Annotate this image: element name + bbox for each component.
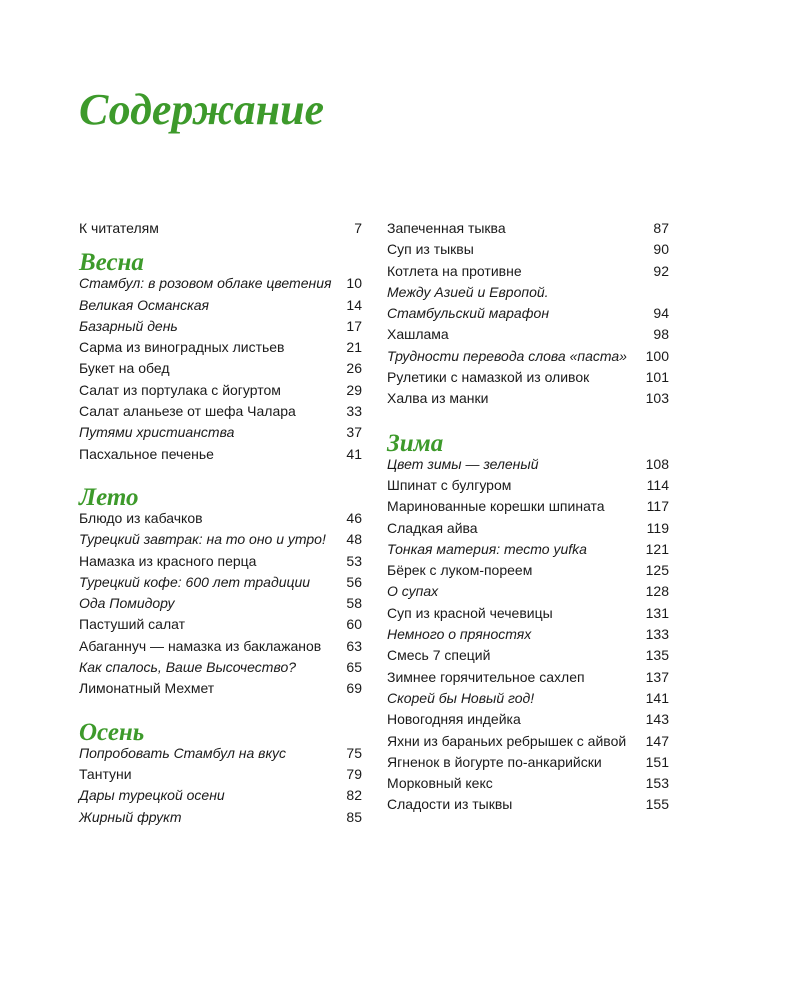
toc-entry xyxy=(79,380,362,401)
toc-entry xyxy=(387,794,669,815)
toc-entry xyxy=(387,388,669,409)
toc-entry-title: Пастуший салат xyxy=(79,616,186,633)
section-heading-osen: Осень xyxy=(79,718,145,746)
toc-entry-title: Намазка из красного перца xyxy=(79,552,257,569)
toc-entry xyxy=(387,239,669,260)
toc-entry-title: Букет на обед xyxy=(79,360,170,377)
toc-entry xyxy=(387,282,669,303)
toc-entry xyxy=(387,752,669,773)
toc-entry-page: 56 xyxy=(346,573,362,590)
toc-entry xyxy=(387,346,669,367)
toc-entry-page: 94 xyxy=(653,305,669,322)
section-heading-vesna: Весна xyxy=(79,249,144,277)
toc-list-zima xyxy=(387,454,669,816)
toc-entry-title: Смесь 7 специй xyxy=(387,647,491,664)
toc-entry-title: Путями христианства xyxy=(79,424,235,441)
toc-entry xyxy=(387,261,669,282)
page-title: Содержание xyxy=(79,85,325,134)
toc-entry-title: Яхни из бараньих ребрышек с айвой xyxy=(387,732,627,749)
toc-entry-title: Хашлама xyxy=(387,326,449,343)
toc-entry-title: Жирный фрукт xyxy=(79,808,182,825)
toc-entry-title: Суп из тыквы xyxy=(387,241,474,258)
toc-entry-page: 108 xyxy=(645,455,669,472)
section-heading-zima: Зима xyxy=(387,429,444,457)
toc-entry xyxy=(387,667,669,688)
toc-entry-page: 121 xyxy=(645,540,669,557)
toc-entry xyxy=(79,422,362,443)
toc-entry-page: 135 xyxy=(645,647,669,664)
toc-entry-page: 92 xyxy=(653,262,669,279)
toc-entry-title: Турецкий кофе: 600 лет традиции xyxy=(79,573,311,590)
toc-entry xyxy=(387,688,669,709)
toc-entry-title: Турецкий завтрак: на то оно и утро! xyxy=(79,531,326,548)
toc-entry-title: Новогодняя индейка xyxy=(387,711,521,728)
toc-entry xyxy=(79,508,362,529)
toc-entry xyxy=(79,636,362,657)
toc-entry xyxy=(79,316,362,337)
toc-entry-page: 87 xyxy=(653,220,669,236)
toc-entry xyxy=(387,539,669,560)
toc-entry xyxy=(387,624,669,645)
toc-entry-page: 153 xyxy=(645,775,669,792)
toc-entry-page: 114 xyxy=(646,476,669,493)
toc-entry-title: Трудности перевода слова «паста» xyxy=(387,347,627,364)
toc-entry-page: 131 xyxy=(645,604,669,621)
toc-entry-page: 151 xyxy=(645,753,669,770)
toc-entry-title: Скорей бы Новый год! xyxy=(387,689,535,706)
toc-entry-page: 69 xyxy=(346,680,362,697)
toc-entry-page: 58 xyxy=(346,595,362,612)
section-heading-leto: Лето xyxy=(79,483,139,511)
toc-entry xyxy=(79,337,362,358)
toc-entry-page: 10 xyxy=(346,275,362,292)
toc-entry-title: Немного о пряностях xyxy=(387,626,532,643)
toc-entry xyxy=(79,551,362,572)
toc-entry-page: 48 xyxy=(346,531,362,548)
toc-entry xyxy=(387,367,669,388)
toc-entry-title: Ягненок в йогурте по-анкарийски xyxy=(387,753,602,770)
toc-entry-title: Рулетики с намазкой из оливок xyxy=(387,369,590,386)
toc-entry-title: Дары турецкой осени xyxy=(79,787,225,804)
toc-entry-page: 119 xyxy=(646,519,669,536)
toc-entry xyxy=(79,657,362,678)
toc-entry-title: Пасхальное печенье xyxy=(79,445,214,462)
toc-entry-page: 17 xyxy=(346,317,362,334)
toc-entry-title: Попробовать Стамбул на вкус xyxy=(79,744,287,761)
toc-entry-page: 33 xyxy=(346,403,362,420)
toc-entry xyxy=(387,475,669,496)
toc-entry-title: Котлета на противне xyxy=(387,262,522,279)
toc-entry xyxy=(387,560,669,581)
toc-entry xyxy=(387,518,669,539)
toc-entry xyxy=(79,743,362,764)
toc-entry-page: 98 xyxy=(653,326,669,343)
toc-entry-page: 103 xyxy=(645,390,669,407)
toc-entry-page: 7 xyxy=(354,220,362,236)
toc-entry-page: 155 xyxy=(645,796,669,813)
toc-entry-page: 37 xyxy=(346,424,362,441)
toc-entry xyxy=(387,731,669,752)
toc-entry-page: 125 xyxy=(645,562,669,579)
toc-entry-page: 101 xyxy=(645,369,669,386)
toc-entry xyxy=(387,645,669,666)
toc-entry-page: 79 xyxy=(346,765,362,782)
toc-entry-title: Стамбул: в розовом облаке цветения xyxy=(79,275,332,292)
toc-entry-page: 65 xyxy=(346,659,362,676)
toc-entry xyxy=(387,581,669,602)
toc-entry-page: 143 xyxy=(645,711,669,728)
toc-entry xyxy=(79,401,362,422)
toc-entry xyxy=(387,324,669,345)
toc-entry-title: Сарма из виноградных листьев xyxy=(79,339,285,356)
toc-entry-title: Базарный день xyxy=(79,317,178,334)
toc-entry xyxy=(79,678,362,699)
toc-entry xyxy=(79,358,362,379)
toc-entry-page: 26 xyxy=(346,360,362,377)
toc-entry-title: Тонкая материя: тесто yufka xyxy=(387,540,587,557)
toc-entry xyxy=(79,572,362,593)
toc-entry-title: Салат аланьезе от шефа Чалара xyxy=(79,403,296,420)
toc-entry-page: 75 xyxy=(346,744,362,761)
toc-entry xyxy=(79,529,362,550)
toc-entry-page: 128 xyxy=(645,583,669,600)
toc-entry-title: Сладкая айва xyxy=(387,519,478,536)
toc-entry-page: 63 xyxy=(346,637,362,654)
toc-entry xyxy=(79,295,362,316)
toc-entry-title: Абаганнуч — намазка из баклажанов xyxy=(79,637,322,654)
toc-entry-page: 133 xyxy=(645,626,669,643)
toc-entry-page: 137 xyxy=(645,668,669,685)
toc-entry-title: Великая Османская xyxy=(79,296,209,313)
toc-list-vesna xyxy=(79,273,362,465)
toc-entry-title: Ода Помидору xyxy=(79,595,175,612)
toc-entry xyxy=(79,593,362,614)
toc-entry xyxy=(79,764,362,785)
toc-list-leto xyxy=(79,508,362,700)
toc-list-intro xyxy=(79,218,362,239)
toc-entry-page: 53 xyxy=(346,552,362,569)
toc-entry xyxy=(387,218,669,239)
toc-list-osen-continued xyxy=(387,218,669,410)
toc-entry-title: К читателям xyxy=(79,220,159,236)
toc-entry xyxy=(387,496,669,517)
toc-entry-title: Запеченная тыква xyxy=(387,220,506,236)
toc-entry-title: Бёрек с луком-пореем xyxy=(387,562,533,579)
toc-entry-page: 90 xyxy=(653,241,669,258)
toc-entry-title: Лимонатный Мехмет xyxy=(79,680,215,697)
toc-entry xyxy=(387,454,669,475)
toc-entry xyxy=(387,773,669,794)
toc-entry-title: Халва из манки xyxy=(387,390,489,407)
toc-entry-title: Шпинат с булгуром xyxy=(387,476,512,493)
toc-entry-title: Салат из портулака с йогуртом xyxy=(79,381,281,398)
toc-entry-page: 100 xyxy=(645,347,669,364)
toc-entry-page: 141 xyxy=(645,689,669,706)
toc-entry-title: Сладости из тыквы xyxy=(387,796,513,813)
toc-column-left xyxy=(79,218,362,828)
toc-entry-title: Между Азией и Европой. xyxy=(387,283,549,300)
toc-entry xyxy=(79,807,362,828)
toc-entry-page: 147 xyxy=(645,732,669,749)
toc-list-osen xyxy=(79,743,362,828)
toc-entry-page: 29 xyxy=(346,381,362,398)
toc-entry-title: Блюдо из кабачков xyxy=(79,509,203,526)
toc-entry xyxy=(79,218,362,239)
toc-entry-page: 21 xyxy=(346,339,362,356)
toc-entry-title: Морковный кекс xyxy=(387,775,493,792)
toc-entry-title: Тантуни xyxy=(79,765,132,782)
toc-entry-page: 14 xyxy=(346,296,362,313)
toc-entry-title: Стамбульский марафон xyxy=(387,305,550,322)
toc-entry-title: Цвет зимы — зеленый xyxy=(387,455,539,472)
toc-entry xyxy=(387,303,669,324)
toc-entry-page: 41 xyxy=(346,445,362,462)
toc-entry-title: Маринованные корешки шпината xyxy=(387,498,605,515)
toc-entry-page: 117 xyxy=(646,498,669,515)
toc-entry xyxy=(387,709,669,730)
toc-entry-page: 46 xyxy=(346,509,362,526)
toc-entry-title: О супах xyxy=(387,583,439,600)
toc-entry-page: 82 xyxy=(346,787,362,804)
toc-entry xyxy=(79,614,362,635)
toc-entry xyxy=(79,444,362,465)
toc-column-right xyxy=(387,218,669,816)
toc-entry xyxy=(79,785,362,806)
toc-entry xyxy=(387,603,669,624)
toc-entry-title: Как спалось, Ваше Высочество? xyxy=(79,659,297,676)
toc-entry-page: 85 xyxy=(346,808,362,825)
toc-entry-page: 60 xyxy=(346,616,362,633)
toc-entry-title: Зимнее горячительное сахлеп xyxy=(387,668,585,685)
toc-entry xyxy=(79,273,362,294)
toc-entry-title: Суп из красной чечевицы xyxy=(387,604,553,621)
